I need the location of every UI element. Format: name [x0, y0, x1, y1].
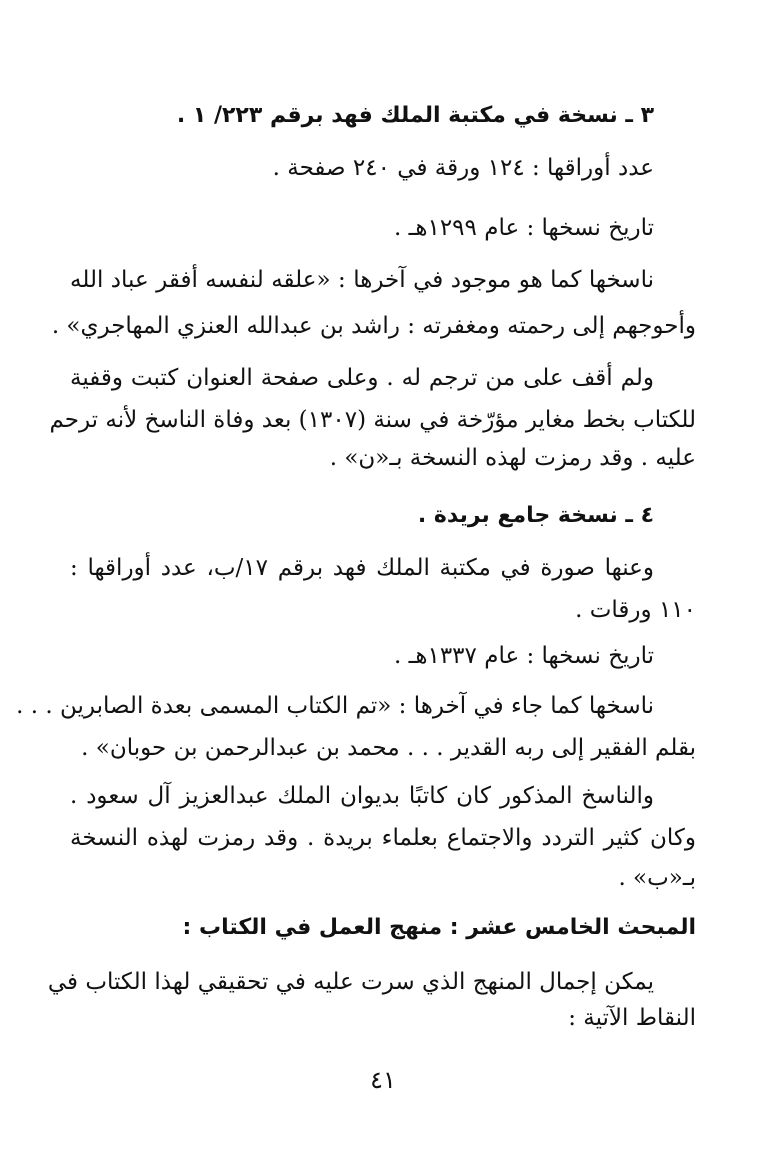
manuscript-3-heading: ٣ ـ نسخة في مكتبة الملك فهد برقم ٢٢٣/ ١ .	[176, 103, 654, 128]
manuscript-3-note-line-2: للكتاب بخط مغاير مؤرّخة في سنة (١٣٠٧) بعد وفاة الناسخ لأنه ترحم	[49, 407, 696, 433]
manuscript-4-copy-line-2: ١١٠ ورقات .	[575, 597, 696, 623]
manuscript-4-note-line-2: وكان كثير التردد والاجتماع بعلماء بريدة . وقد رمزت لهذه النسخة	[70, 825, 696, 851]
manuscript-4-copy-line-1: وعنها صورة في مكتبة الملك فهد برقم ١٧/ب، عدد أوراقها :	[70, 555, 654, 581]
page-number: ٤١	[370, 1066, 396, 1094]
manuscript-3-copyist-line-2: وأحوجهم إلى رحمته ومغفرته : راشد بن عبدالله العنزي المهاجري» .	[51, 313, 696, 339]
manuscript-4-copyist-line-2: بقلم الفقير إلى ربه القدير . . . محمد بن عبدالرحمن بن حوبان» .	[81, 735, 696, 761]
manuscript-3-copy-date: تاريخ نسخها : عام ١٢٩٩هـ .	[393, 215, 654, 241]
manuscript-4-note-line-3: بـ«ب» .	[618, 865, 696, 891]
manuscript-4-copy-date: تاريخ نسخها : عام ١٣٣٧هـ .	[393, 643, 654, 669]
manuscript-4-copyist-line-1: ناسخها كما جاء في آخرها : «تم الكتاب المسمى بعدة الصابرين . . .	[16, 693, 654, 719]
section-15-intro-line-1: يمكن إجمال المنهج الذي سرت عليه في تحقيقي لهذا الكتاب في	[47, 969, 654, 995]
manuscript-3-folio-count: عدد أوراقها : ١٢٤ ورقة في ٢٤٠ صفحة .	[272, 155, 654, 181]
section-15-heading: المبحث الخامس عشر : منهج العمل في الكتاب :	[182, 915, 696, 940]
manuscript-4-heading: ٤ ـ نسخة جامع بريدة .	[417, 503, 654, 528]
section-15-intro-line-2: النقاط الآتية :	[568, 1005, 696, 1031]
manuscript-3-note-line-3: عليه . وقد رمزت لهذه النسخة بـ«ن» .	[329, 445, 696, 471]
manuscript-3-copyist-line-1: ناسخها كما هو موجود في آخرها : «علقه لنفسه أفقر عباد الله	[70, 267, 654, 293]
manuscript-3-note-line-1: ولم أقف على من ترجم له . وعلى صفحة العنوان كتبت وقفية	[70, 365, 654, 391]
manuscript-4-note-line-1: والناسخ المذكور كان كاتبًا بديوان الملك عبدالعزيز آل سعود .	[70, 783, 654, 809]
